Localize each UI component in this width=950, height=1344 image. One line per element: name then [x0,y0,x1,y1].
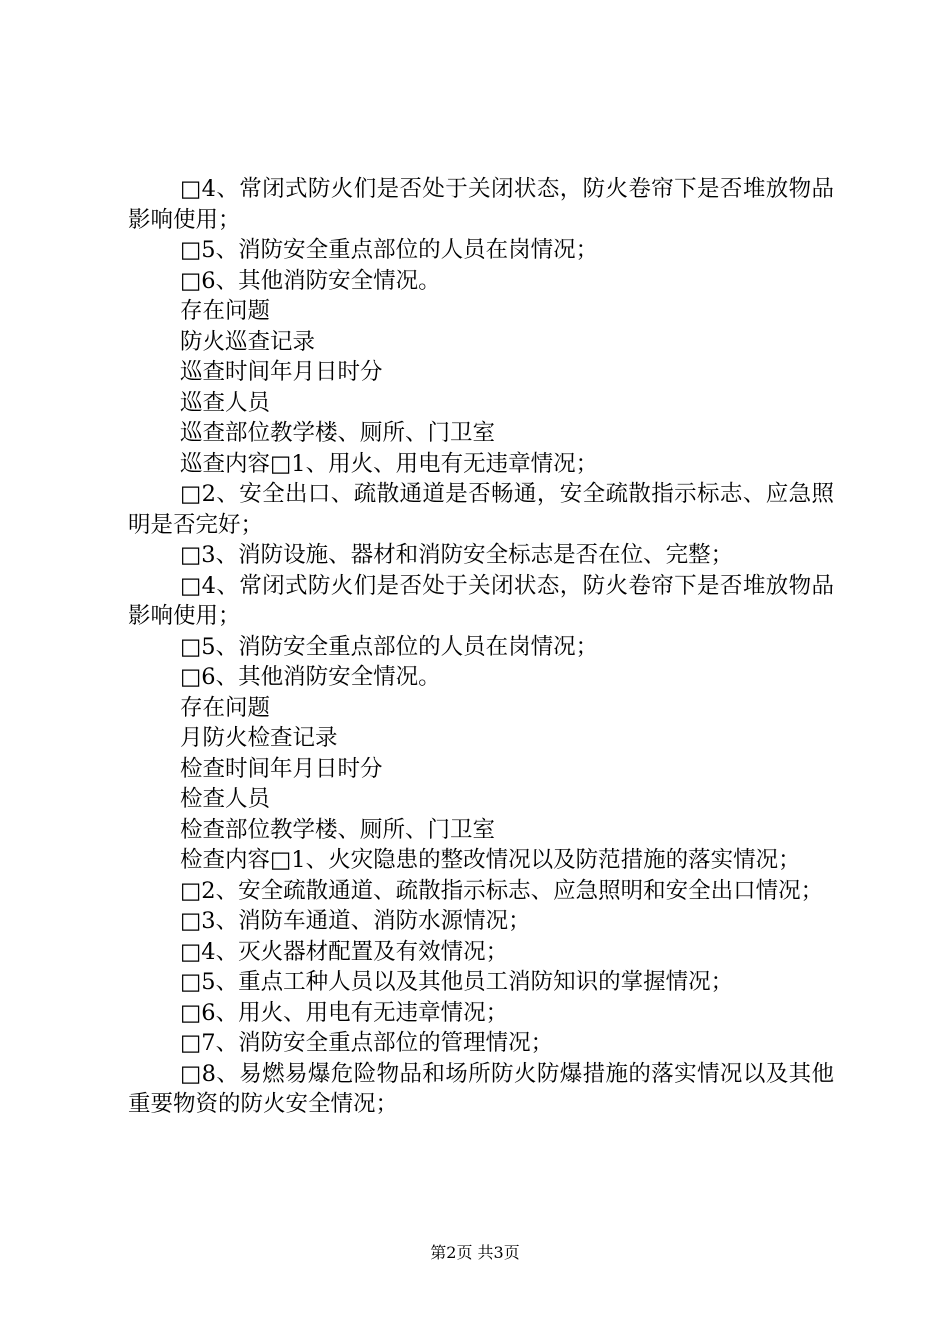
paragraph: □4、常闭式防火们是否处于关闭状态，防火卷帘下是否堆放物品影响使用； [128,572,834,629]
paragraph: □2、安全疏散通道、疏散指示标志、应急照明和安全出口情况； [180,877,824,904]
paragraph: □3、消防车通道、消防水源情况； [180,908,531,934]
paragraph: 存在问题 [180,298,271,324]
paragraph: □6、其他消防安全情况。 [180,267,441,294]
paragraph: □5、重点工种人员以及其他员工消防知识的掌握情况； [180,969,734,995]
paragraph: 存在问题 [180,694,271,721]
paragraph: 检查人员 [180,786,271,812]
paragraph: □4、常闭式防火们是否处于关闭状态，防火卷帘下是否堆放物品影响使用； [128,176,834,233]
paragraph: 检查部位教学楼、厕所、门卫室 [180,816,496,843]
page-footer: 第2页 共3页 [430,1243,520,1262]
paragraph: □2、安全出口、疏散通道是否畅通，安全疏散指示标志、应急照明是否完好； [128,481,834,538]
paragraph: □3、消防设施、器材和消防安全标志是否在位、完整； [180,542,734,568]
paragraph: 巡查时间年月日时分 [180,359,383,385]
document-body [128,174,834,1120]
paragraph: □6、用火、用电有无违章情况； [180,999,509,1026]
paragraph: 检查内容□1、火灾隐患的整改情况以及防范措施的落实情况； [180,847,801,873]
paragraph: 检查时间年月日时分 [180,755,383,782]
paragraph: □7、消防安全重点部位的管理情况； [180,1030,554,1056]
paragraph: □5、消防安全重点部位的人员在岗情况； [180,237,599,263]
paragraph: 巡查内容□1、用火、用电有无违章情况； [180,450,599,477]
paragraph: □8、易燃易爆危险物品和场所防火防爆措施的落实情况以及其他重要物资的防火安全情况； [128,1060,834,1117]
paragraph: □6、其他消防安全情况。 [180,664,441,690]
paragraph: 防火巡查记录 [180,328,316,355]
paragraph: □5、消防安全重点部位的人员在岗情况； [180,633,599,660]
paragraph: 巡查人员 [180,389,271,416]
paragraph: 巡查部位教学楼、厕所、门卫室 [180,420,496,446]
paragraph: 月防火检查记录 [180,725,338,751]
paragraph: □4、灭火器材配置及有效情况； [180,938,509,965]
